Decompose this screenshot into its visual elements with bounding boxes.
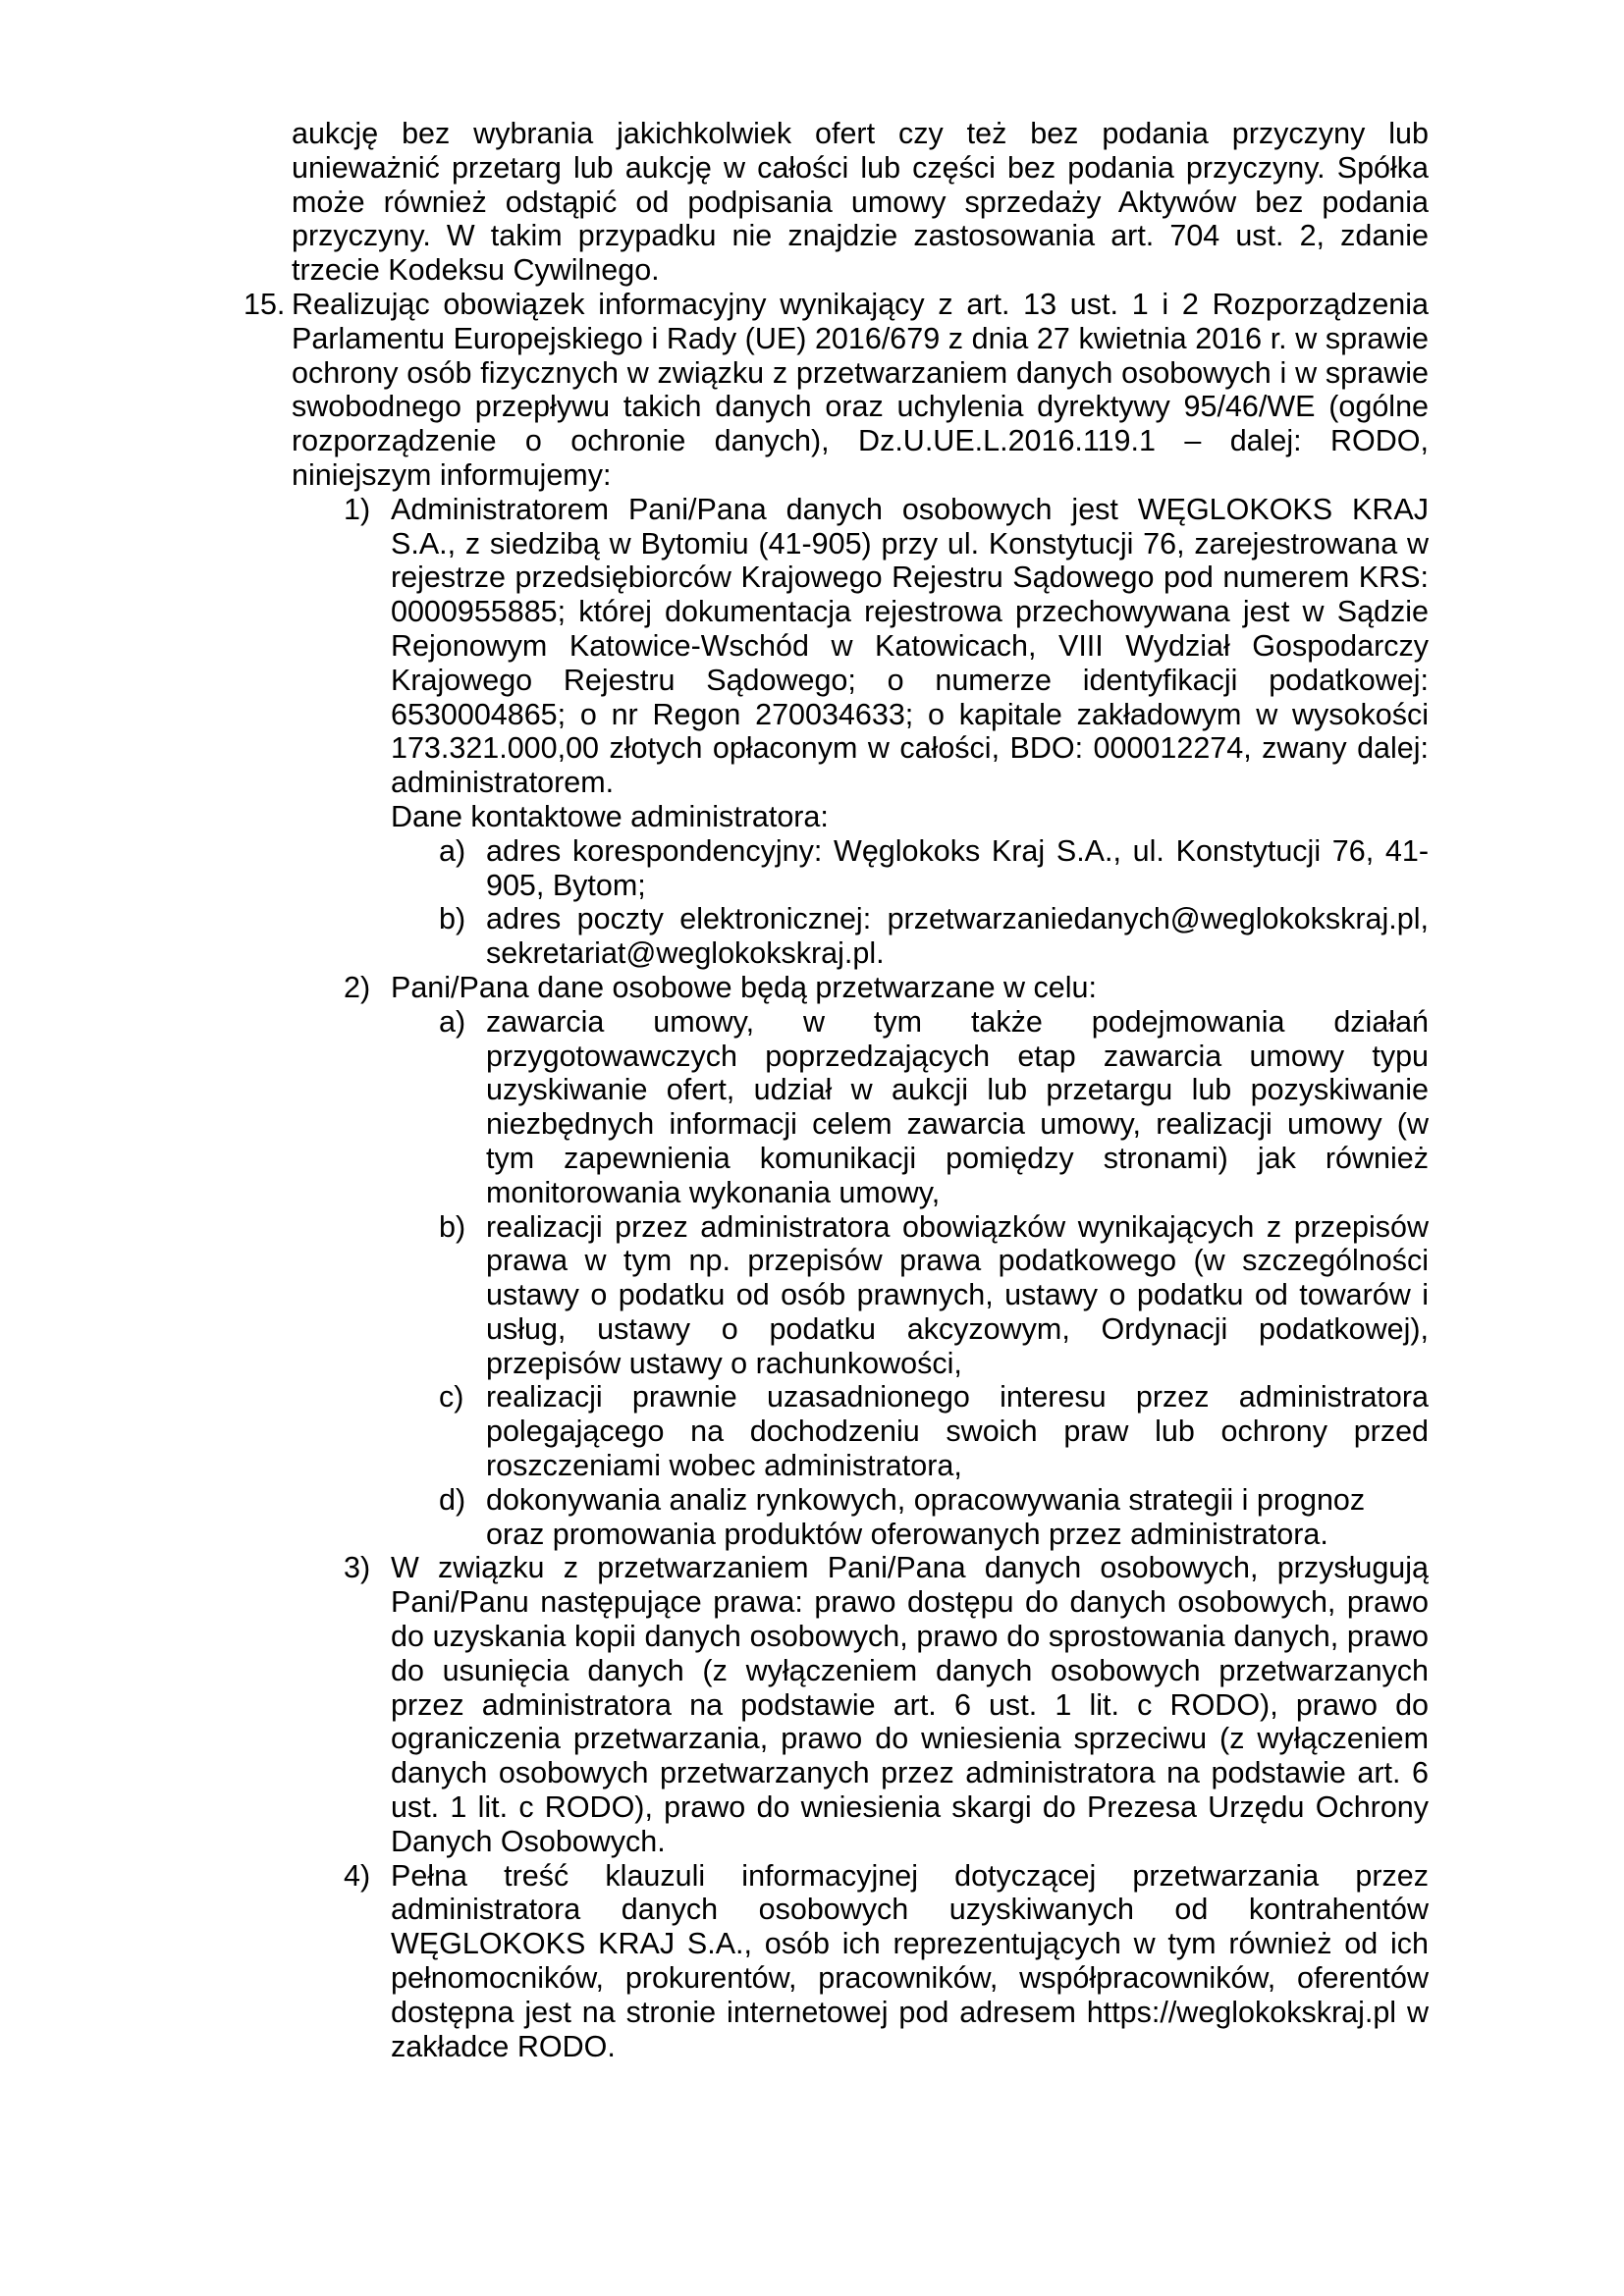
list-letter-b: b) <box>439 902 466 936</box>
list-subitem-3-text: W związku z przetwarzaniem Pani/Pana danych osobowych, przysługują Pani/Panu następujące prawa: prawo dostępu do danych osobowych, prawo do uzyskania kopii danych osobowych, prawo do sprostowania danych, prawo do usunięcia danych (z wyłączeniem danych osobowych przetwarzanych przez administratora na podstawie art. 6 ust. 1 lit. c RODO), prawo do ograniczenia przetwarzania, prawo do wniesienia sprzeciwu (z wyłączeniem danych osobowych przetwarzanych przez administratora na podstawie art. 6 ust. 1 lit. c RODO), prawo do wniesienia skargi do Prezesa Urzędu Ochrony Danych Osobowych. <box>391 1551 1429 1858</box>
purpose-item-d <box>439 1482 1429 1552</box>
contact-item-a-text: adres korespondencyjny: Węglokoks Kraj S.A., ul. Konstytucji 76, 41-905, Bytom; <box>486 833 1429 902</box>
purpose-item-d-line2: oraz promowania produktów oferowanych przez administratora. <box>486 1517 1328 1551</box>
contact-heading: Dane kontaktowe administratora: <box>391 799 829 833</box>
list-number-15: 15. <box>244 287 286 321</box>
paragraph-item14-continuation: aukcję bez wybrania jakichkolwiek ofert czy też bez podania przyczyny lub unieważnić przetarg lub aukcję w całości lub części bez podania przyczyny. Spółka może również odstąpić od podpisania umowy sprzedaży Aktywów bez podania przyczyny. W takim przypadku nie znajdzie zastosowania art. 704 ust. 2, zdanie trzecie Kodeksu Cywilnego. <box>292 117 1429 288</box>
list-letter-a: a) <box>439 1004 466 1039</box>
purpose-item-c-text: realizacji prawnie uzasadnionego interesu przez administratora polegającego na dochodzeniu swoich praw lub ochrony przed roszczeniami wobec administratora, <box>486 1380 1429 1483</box>
list-letter-a: a) <box>439 833 466 868</box>
list-item-15-text: Realizując obowiązek informacyjny wynikający z art. 13 ust. 1 i 2 Rozporządzenia Parlamentu Europejskiego i Rady (UE) 2016/679 z dnia 27 kwietnia 2016 r. w sprawie ochrony osób fizycznych w związku z przetwarzaniem danych osobowych i w sprawie swobodnego przepływu takich danych oraz uchylenia dyrektywy 95/46/WE (ogólne rozporządzenie o ochronie danych), Dz.U.UE.L.2016.119.1 – dalej: RODO, niniejszym informujemy: <box>292 287 1429 492</box>
purpose-item-c <box>439 1380 1429 1483</box>
list-letter-b: b) <box>439 1209 466 1244</box>
list-number-4: 4) <box>344 1858 371 1893</box>
purpose-item-a-text: zawarcia umowy, w tym także podejmowania działań przygotowawczych poprzedzających etap zawarcia umowy typu uzyskiwanie ofert, udział w aukcji lub przetargu lub pozyskiwanie niezbędnych informacji celem zawarcia umowy, realizacji umowy (w tym zapewnienia komunikacji pomiędzy stronami) jak również monitorowania wykonania umowy, <box>486 1004 1429 1209</box>
list-subitem-2 <box>344 970 1429 1005</box>
list-letter-c: c) <box>439 1380 464 1415</box>
purpose-item-b-text: realizacji przez administratora obowiązków wynikających z przepisów prawa w tym np. przepisów prawa podatkowego (w szczególności ustawy o podatku od osób prawnych, ustawy o podatku od towarów i usług, ustawy o podatku akcyzowym, Ordynacji podatkowej), przepisów ustawy o rachunkowości, <box>486 1209 1429 1380</box>
list-subitem-1 <box>344 492 1429 800</box>
purpose-item-a <box>439 1004 1429 1210</box>
list-letter-d: d) <box>439 1482 466 1517</box>
list-subitem-4-text: Pełna treść klauzuli informacyjnej dotyczącej przetwarzania przez administratora danych osobowych uzyskiwanych od kontrahentów WĘGLOKOKS KRAJ S.A., osób ich reprezentujących w tym również od ich pełnomocników, prokurentów, pracowników, współpracowników, oferentów dostępna jest na stronie internetowej pod adresem https://weglokokskraj.pl w zakładce RODO. <box>391 1858 1429 2063</box>
contact-item-b <box>439 902 1429 971</box>
list-number-3: 3) <box>344 1551 371 1585</box>
contact-item-b-text: adres poczty elektronicznej: przetwarzaniedanych@weglokokskraj.pl, sekretariat@weglokokskraj.pl. <box>486 902 1429 971</box>
list-subitem-4 <box>344 1858 1429 2064</box>
list-subitem-3 <box>344 1551 1429 1858</box>
list-item-15 <box>244 287 1429 493</box>
list-subitem-1-text: Administratorem Pani/Pana danych osobowych jest WĘGLOKOKS KRAJ S.A., z siedzibą w Bytomiu (41-905) przy ul. Konstytucji 76, zarejestrowana w rejestrze przedsiębiorców Krajowego Rejestru Sądowego pod numerem KRS: 0000955885; której dokumentacja rejestrowa przechowywana jest w Sądzie Rejonowym Katowice-Wschód w Katowicach, VIII Wydział Gospodarczy Krajowego Rejestru Sądowego; o numerze identyfikacji podatkowej: 6530004865; o nr Regon 270034633; o kapitale zakładowym w wysokości 173.321.000,00 złotych opłaconym w całości, BDO: 000012274, zwany dalej: administratorem. <box>391 492 1429 800</box>
purpose-item-b <box>439 1209 1429 1381</box>
contact-item-a <box>439 833 1429 903</box>
purpose-item-d-line1: dokonywania analiz rynkowych, opracowywania strategii i prognoz <box>486 1482 1366 1517</box>
list-subitem-2-text: Pani/Pana dane osobowe będą przetwarzane w celu: <box>391 970 1097 1004</box>
list-number-2: 2) <box>344 970 371 1004</box>
list-number-1: 1) <box>344 492 371 526</box>
